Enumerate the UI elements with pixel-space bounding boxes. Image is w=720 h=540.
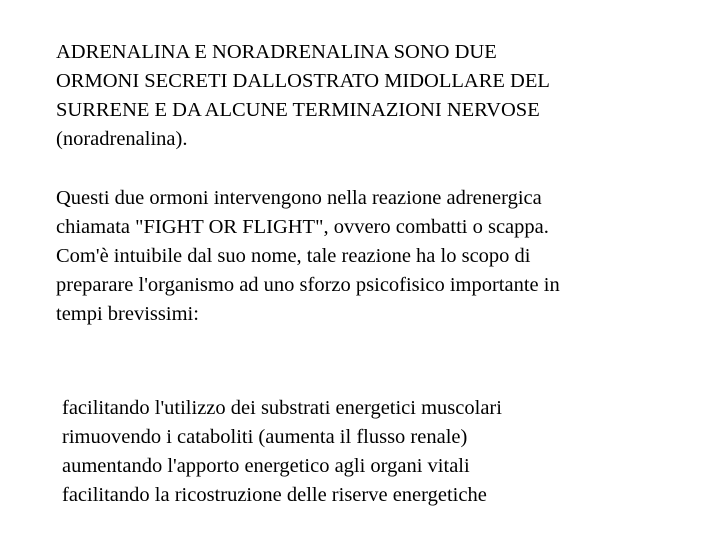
intro-heading bbox=[56, 38, 550, 154]
list-item: facilitando la ricostruzione delle riserve energetiche bbox=[62, 484, 487, 506]
paragraph-line: Com'è intuibile dal suo nome, tale reazione ha lo scopo di bbox=[56, 245, 531, 267]
paragraph-line: Questi due ormoni intervengono nella reazione adrenergica bbox=[56, 187, 542, 209]
intro-line: ADRENALINA E NORADRENALINA SONO DUE bbox=[56, 41, 497, 63]
effects-list bbox=[62, 394, 502, 510]
paragraph-line: chiamata "FIGHT OR FLIGHT", ovvero combatti o scappa. bbox=[56, 216, 549, 238]
list-item: facilitando l'utilizzo dei substrati energetici muscolari bbox=[62, 397, 502, 419]
paragraph-line: tempi brevissimi: bbox=[56, 303, 199, 325]
intro-line: ORMONI SECRETI DALLOSTRATO MIDOLLARE DEL bbox=[56, 70, 550, 92]
list-item: rimuovendo i cataboliti (aumenta il flusso renale) bbox=[62, 426, 468, 448]
paragraph-line: preparare l'organismo ad uno sforzo psicofisico importante in bbox=[56, 274, 560, 296]
list-item: aumentando l'apporto energetico agli organi vitali bbox=[62, 455, 470, 477]
intro-line: (noradrenalina). bbox=[56, 128, 188, 150]
explanation-paragraph bbox=[56, 184, 560, 329]
intro-line: SURRENE E DA ALCUNE TERMINAZIONI NERVOSE bbox=[56, 99, 540, 121]
